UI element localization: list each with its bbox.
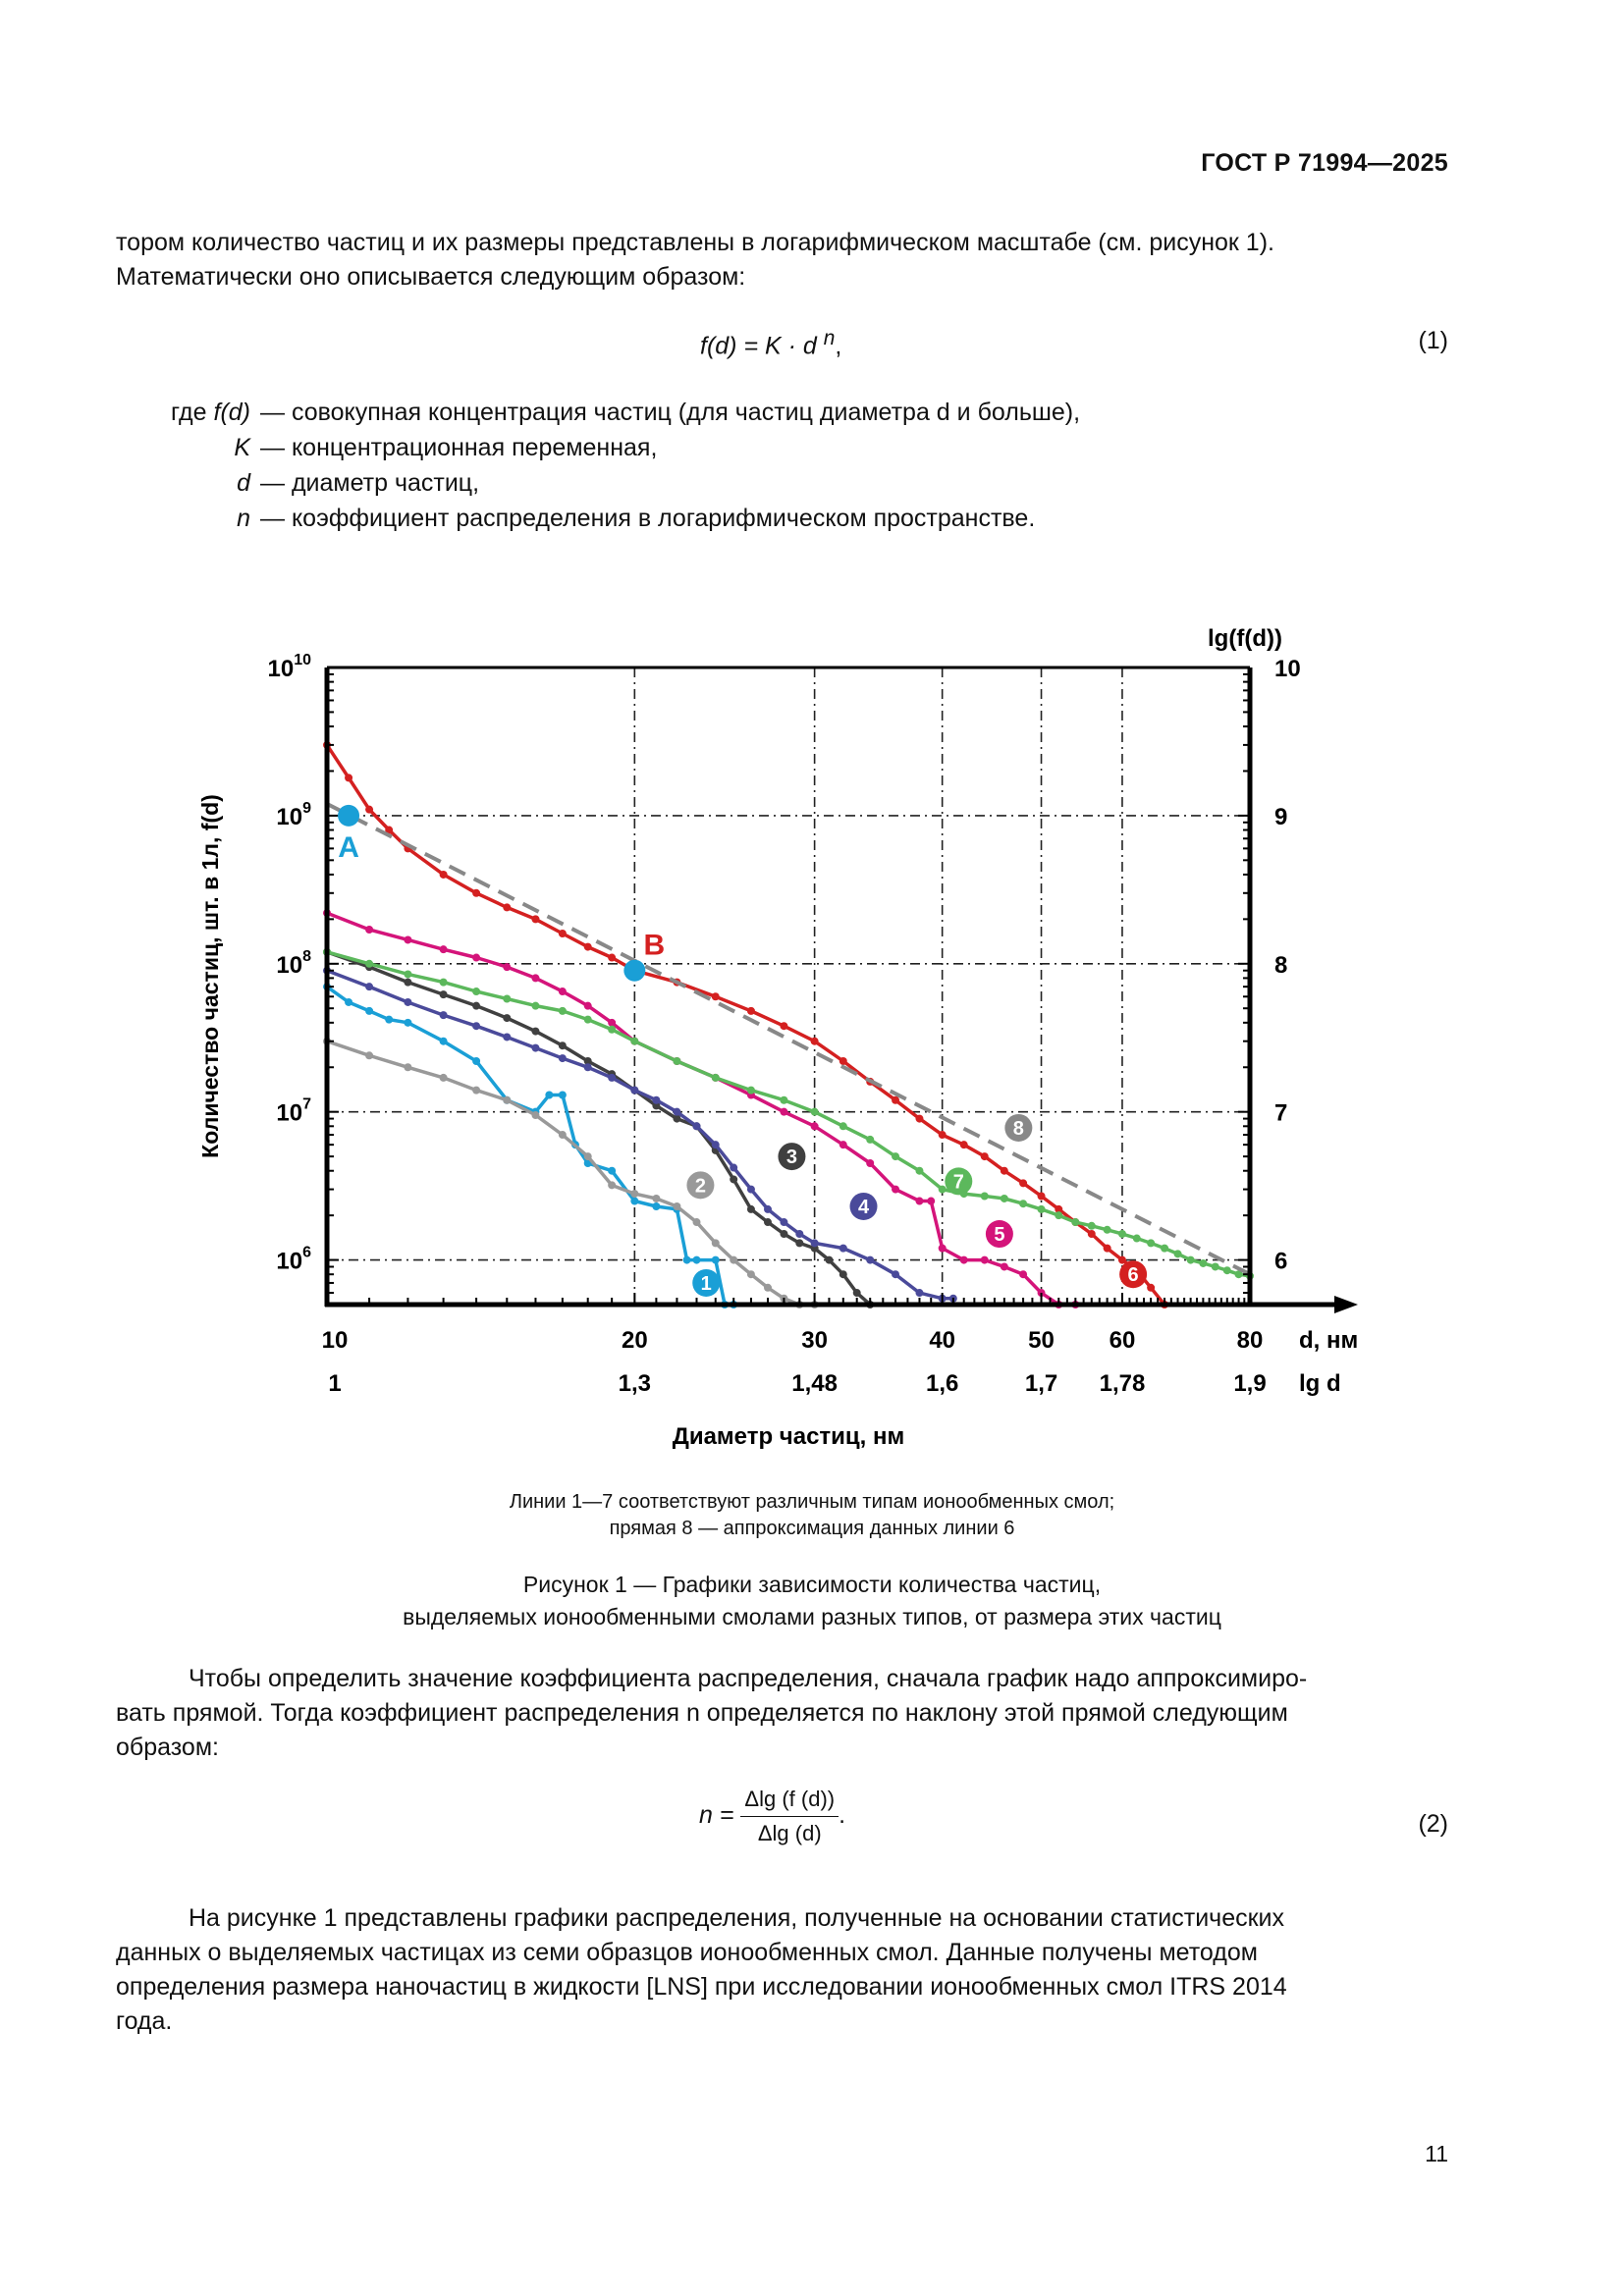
series-point-7 bbox=[1212, 1262, 1219, 1270]
series-point-3 bbox=[825, 1256, 833, 1264]
series-point-3 bbox=[839, 1270, 847, 1278]
formula-2-tail: . bbox=[839, 1801, 846, 1830]
series-point-4 bbox=[915, 1289, 923, 1297]
series-point-7 bbox=[866, 1136, 874, 1144]
y-tick-label: $10^7$ bbox=[276, 1095, 311, 1127]
series-line-5 bbox=[327, 913, 1075, 1305]
series-point-6 bbox=[839, 1057, 847, 1065]
series-point-4 bbox=[630, 1087, 638, 1095]
y-tick-label: $10^{10}$ bbox=[267, 652, 311, 682]
series-point-7 bbox=[1001, 1195, 1008, 1202]
where-row bbox=[121, 430, 1397, 465]
series-point-6 bbox=[939, 1131, 947, 1139]
series-point-4 bbox=[764, 1205, 772, 1213]
series-point-6 bbox=[1118, 1256, 1126, 1264]
chart-grid bbox=[327, 667, 1250, 1305]
series-point-6 bbox=[1104, 1245, 1111, 1253]
x-lg-tick-label: 1 bbox=[328, 1370, 342, 1397]
series-point-3 bbox=[503, 1014, 511, 1022]
point-label: B bbox=[643, 929, 666, 962]
series-point-6 bbox=[892, 1096, 899, 1104]
series-point-6 bbox=[559, 930, 567, 937]
x-axis-arrow bbox=[1334, 1296, 1358, 1313]
series-point-5 bbox=[866, 1159, 874, 1167]
series-point-6 bbox=[440, 871, 448, 879]
series-line-2 bbox=[327, 1041, 815, 1305]
series-point-2 bbox=[472, 1087, 480, 1095]
series-point-2 bbox=[630, 1190, 638, 1198]
series-point-1 bbox=[683, 1256, 691, 1264]
paragraph-3-line-2: данных о выделяемых частицах из семи образцов ионообменных смол. Данные получены методом bbox=[116, 1939, 1258, 1966]
where-symbol: f(d) bbox=[213, 399, 250, 426]
series-point-6 bbox=[608, 954, 616, 962]
series-point-7 bbox=[1118, 1230, 1126, 1238]
formula-1-exponent: n bbox=[823, 327, 836, 349]
series-label: 4 bbox=[857, 1196, 870, 1218]
series-line-6 bbox=[327, 745, 1164, 1305]
series-point-1 bbox=[365, 1007, 373, 1015]
series-point-5 bbox=[531, 974, 539, 982]
figure-note-line-2: прямая 8 — аппроксимация данных линии 6 bbox=[609, 1518, 1015, 1539]
where-symbol: n bbox=[237, 505, 250, 532]
figure-title bbox=[0, 1569, 1624, 1633]
series-point-2 bbox=[608, 1181, 616, 1189]
series-point-7 bbox=[1133, 1235, 1141, 1243]
series-point-7 bbox=[584, 1016, 592, 1024]
series-point-7 bbox=[747, 1087, 755, 1095]
x-lg-tick-label: 1,78 bbox=[1099, 1370, 1146, 1397]
series-point-3 bbox=[531, 1028, 539, 1036]
series-point-7 bbox=[780, 1096, 787, 1104]
series-point-7 bbox=[503, 994, 511, 1002]
figure-note-line-1: Линии 1—7 соответствуют различным типам ионообменных смол; bbox=[509, 1491, 1115, 1513]
series-point-4 bbox=[559, 1054, 567, 1062]
series-point-5 bbox=[608, 1019, 616, 1027]
series-point-2 bbox=[673, 1202, 680, 1210]
series-point-2 bbox=[365, 1051, 373, 1059]
where-text: — диаметр частиц, bbox=[260, 469, 480, 497]
series-label: 8 bbox=[1012, 1117, 1024, 1140]
x-tick-label: 60 bbox=[1109, 1327, 1136, 1354]
series-point-2 bbox=[764, 1284, 772, 1292]
series-label: 1 bbox=[700, 1272, 712, 1295]
formula-2-fraction bbox=[740, 1787, 839, 1846]
series-point-7 bbox=[1223, 1266, 1231, 1274]
y-axis-title: Количество частиц, шт. в 1л, f(d) bbox=[197, 794, 223, 1158]
formula-2-numerator: Δlg (f (d)) bbox=[740, 1787, 839, 1817]
x-lg-tick-label: 1,3 bbox=[618, 1370, 652, 1397]
series-point-5 bbox=[503, 963, 511, 971]
series-point-4 bbox=[712, 1141, 720, 1148]
series-point-7 bbox=[559, 1007, 567, 1015]
series-point-7 bbox=[1019, 1200, 1027, 1207]
series-point-5 bbox=[839, 1141, 847, 1148]
series-point-6 bbox=[365, 806, 373, 814]
x-tick-label: 30 bbox=[801, 1327, 828, 1354]
series-point-7 bbox=[472, 988, 480, 995]
series-point-7 bbox=[630, 1038, 638, 1045]
x-lg-tick-label: 1,9 bbox=[1233, 1370, 1267, 1397]
series-point-4 bbox=[747, 1186, 755, 1194]
series-point-5 bbox=[960, 1256, 968, 1264]
series-point-4 bbox=[780, 1218, 787, 1226]
series-point-5 bbox=[892, 1186, 899, 1194]
x-tick-label: 50 bbox=[1028, 1327, 1055, 1354]
series-point-7 bbox=[1088, 1222, 1096, 1230]
series-point-5 bbox=[1001, 1262, 1008, 1270]
series-point-2 bbox=[404, 1063, 411, 1071]
series-point-6 bbox=[345, 774, 352, 781]
series-point-7 bbox=[811, 1108, 819, 1116]
series-label: 3 bbox=[785, 1147, 797, 1169]
series-point-6 bbox=[503, 903, 511, 911]
where-row bbox=[121, 501, 1397, 536]
series-point-6 bbox=[584, 943, 592, 951]
x-tick-label: 80 bbox=[1236, 1327, 1264, 1354]
series-point-4 bbox=[404, 998, 411, 1006]
where-text: — совокупная концентрация частиц (для частиц диаметра d и больше), bbox=[260, 399, 1081, 426]
y-tick-label: $10^9$ bbox=[276, 799, 311, 830]
series-point-7 bbox=[915, 1167, 923, 1175]
series-line-8 bbox=[327, 804, 1250, 1274]
series-point-4 bbox=[652, 1096, 660, 1104]
series-point-7 bbox=[1071, 1218, 1079, 1226]
series-point-3 bbox=[440, 990, 448, 998]
series-label: 5 bbox=[994, 1224, 1005, 1247]
where-list bbox=[121, 395, 1397, 536]
x-tick-label: 40 bbox=[929, 1327, 956, 1354]
series-point-3 bbox=[559, 1041, 567, 1049]
x-tick-label: 20 bbox=[621, 1327, 648, 1354]
series-point-4 bbox=[531, 1044, 539, 1052]
series-point-7 bbox=[892, 1152, 899, 1160]
series-point-7 bbox=[1161, 1245, 1168, 1253]
series-point-4 bbox=[811, 1239, 819, 1247]
distribution-chart bbox=[0, 589, 1624, 1472]
x-lg-tick-label: 1,48 bbox=[791, 1370, 838, 1397]
series-point-6 bbox=[811, 1038, 819, 1045]
series-point-7 bbox=[531, 1002, 539, 1010]
series-point-2 bbox=[584, 1152, 592, 1160]
series-point-5 bbox=[780, 1108, 787, 1116]
series-point-6 bbox=[531, 915, 539, 923]
series-point-2 bbox=[693, 1218, 701, 1226]
series-point-7 bbox=[1104, 1226, 1111, 1234]
y-right-tick-label: 6 bbox=[1274, 1248, 1288, 1275]
series-point-5 bbox=[939, 1245, 947, 1253]
intro-line-2: Математически оно описывается следующим образом: bbox=[116, 263, 746, 291]
series-point-5 bbox=[440, 945, 448, 953]
series-point-1 bbox=[545, 1091, 553, 1098]
series-point-4 bbox=[730, 1164, 737, 1172]
paragraph-2-line-1: Чтобы определить значение коэффициента распределения, сначала график надо аппроксимиро- bbox=[189, 1665, 1308, 1692]
x-tick-label: 10 bbox=[321, 1327, 349, 1354]
series-point-3 bbox=[472, 1002, 480, 1010]
series-point-4 bbox=[795, 1230, 803, 1238]
series-point-4 bbox=[839, 1245, 847, 1253]
series-point-1 bbox=[559, 1091, 567, 1098]
series-point-3 bbox=[780, 1230, 787, 1238]
series-point-2 bbox=[652, 1195, 660, 1202]
series-point-7 bbox=[712, 1074, 720, 1082]
series-line-1 bbox=[327, 987, 733, 1305]
formula-1-tail: , bbox=[835, 332, 842, 360]
series-point-1 bbox=[608, 1167, 616, 1175]
formula-1 bbox=[700, 327, 841, 360]
paragraph-3-line-3: определения размера наночастиц в жидкости [LNS] при исследовании ионообменных смол ITRS 2014 bbox=[116, 1973, 1287, 2001]
series-point-1 bbox=[404, 1019, 411, 1027]
y-tick-label: $10^8$ bbox=[276, 947, 311, 979]
series-point-6 bbox=[780, 1022, 787, 1030]
series-point-7 bbox=[440, 979, 448, 987]
y-right-tick-label: 10 bbox=[1274, 656, 1301, 682]
series-point-4 bbox=[584, 1063, 592, 1071]
intro-line-1: тором количество частиц и их размеры представлены в логарифмическом масштабе (см. рисунок 1). bbox=[116, 229, 1274, 256]
where-prefix: где bbox=[171, 399, 207, 426]
series-point-1 bbox=[712, 1256, 720, 1264]
series-label: 7 bbox=[952, 1171, 964, 1194]
document-id: ГОСТ Р 71994—2025 bbox=[1201, 149, 1448, 177]
where-text: — коэффициент распределения в логарифмическом пространстве. bbox=[260, 505, 1036, 532]
series-point-5 bbox=[811, 1122, 819, 1130]
series-point-6 bbox=[1019, 1179, 1027, 1187]
series-point-3 bbox=[853, 1289, 861, 1297]
series-point-7 bbox=[1147, 1239, 1155, 1247]
series-point-3 bbox=[795, 1239, 803, 1247]
y-right-axis-title: lg(f(d)) bbox=[1208, 625, 1282, 652]
paragraph-3 bbox=[116, 1901, 1447, 2039]
x-axis-title: Диаметр частиц, нм bbox=[672, 1423, 905, 1450]
series-point-7 bbox=[939, 1186, 947, 1194]
x-lg-label: lg d bbox=[1299, 1370, 1341, 1397]
chart-axes bbox=[197, 625, 1358, 1450]
series-point-4 bbox=[472, 1022, 480, 1030]
series-point-4 bbox=[693, 1122, 701, 1130]
figure-note bbox=[0, 1489, 1624, 1542]
series-point-4 bbox=[503, 1033, 511, 1041]
series-point-6 bbox=[1147, 1284, 1155, 1292]
series-point-1 bbox=[440, 1038, 448, 1045]
series-point-3 bbox=[404, 979, 411, 987]
series-point-2 bbox=[747, 1270, 755, 1278]
series-point-4 bbox=[673, 1108, 680, 1116]
series-point-2 bbox=[559, 1131, 567, 1139]
x-lg-tick-label: 1,7 bbox=[1024, 1370, 1058, 1397]
series-point-5 bbox=[559, 988, 567, 995]
series-point-5 bbox=[472, 954, 480, 962]
paragraph-2-line-2: вать прямой. Тогда коэффициент распределения n определяется по наклону этой прямой следующим bbox=[116, 1699, 1288, 1727]
where-row bbox=[121, 395, 1397, 430]
series-point-5 bbox=[365, 926, 373, 934]
series-point-2 bbox=[503, 1096, 511, 1104]
point-marker bbox=[338, 805, 359, 827]
chart-series bbox=[323, 741, 1254, 1308]
series-point-5 bbox=[404, 935, 411, 943]
series-point-2 bbox=[531, 1111, 539, 1119]
series-point-7 bbox=[839, 1122, 847, 1130]
figure-title-line-2: выделяемых ионообменными смолами разных типов, от размера этих частиц bbox=[403, 1604, 1221, 1629]
series-point-6 bbox=[960, 1141, 968, 1148]
series-point-3 bbox=[730, 1175, 737, 1183]
where-text: — концентрационная переменная, bbox=[260, 434, 658, 461]
figure-title-line-1: Рисунок 1 — Графики зависимости количества частиц, bbox=[522, 1572, 1102, 1597]
y-right-tick-label: 8 bbox=[1274, 951, 1288, 979]
series-label: 2 bbox=[694, 1175, 706, 1198]
series-point-4 bbox=[440, 1011, 448, 1019]
x-unit-label: d, нм bbox=[1299, 1327, 1359, 1354]
series-point-7 bbox=[981, 1192, 989, 1200]
series-point-7 bbox=[365, 960, 373, 968]
where-symbol: d bbox=[237, 469, 250, 497]
series-point-1 bbox=[385, 1016, 393, 1024]
series-point-5 bbox=[915, 1198, 923, 1205]
series-point-6 bbox=[915, 1115, 923, 1123]
series-point-4 bbox=[365, 983, 373, 990]
series-point-4 bbox=[866, 1256, 874, 1264]
series-point-7 bbox=[1055, 1211, 1062, 1219]
series-point-4 bbox=[892, 1270, 899, 1278]
formula-2-lhs: n = bbox=[699, 1801, 734, 1830]
series-point-1 bbox=[345, 998, 352, 1006]
series-point-5 bbox=[584, 1002, 592, 1010]
y-tick-label: $10^6$ bbox=[276, 1244, 311, 1275]
page-number: 11 bbox=[1425, 2141, 1448, 2166]
intro-paragraph bbox=[116, 226, 1447, 294]
y-right-tick-label: 7 bbox=[1274, 1099, 1288, 1127]
formula-2-number: (2) bbox=[1418, 1810, 1448, 1838]
series-point-6 bbox=[1038, 1192, 1046, 1200]
series-point-6 bbox=[1001, 1167, 1008, 1175]
series-point-6 bbox=[472, 889, 480, 897]
x-lg-tick-label: 1,6 bbox=[925, 1370, 959, 1397]
paragraph-3-line-4: года. bbox=[116, 2007, 173, 2035]
series-point-6 bbox=[747, 1007, 755, 1015]
series-point-1 bbox=[472, 1057, 480, 1065]
series-point-7 bbox=[1187, 1256, 1195, 1264]
formula-2-denominator: Δlg (d) bbox=[757, 1821, 822, 1845]
series-point-6 bbox=[981, 1152, 989, 1160]
formula-1-lhs: f(d) = K · d bbox=[700, 332, 824, 360]
series-point-2 bbox=[712, 1239, 720, 1247]
where-symbol: K bbox=[234, 434, 250, 461]
formula-2 bbox=[699, 1787, 845, 1846]
y-right-tick-label: 9 bbox=[1274, 803, 1288, 830]
paragraph-3-line-1: На рисунке 1 представлены графики распределения, полученные на основании статистических bbox=[189, 1904, 1285, 1932]
series-point-6 bbox=[1088, 1230, 1096, 1238]
series-point-3 bbox=[747, 1205, 755, 1213]
series-point-1 bbox=[652, 1202, 660, 1210]
paragraph-2-line-3: образом: bbox=[116, 1734, 219, 1761]
series-point-7 bbox=[1174, 1250, 1182, 1257]
point-marker bbox=[623, 960, 645, 982]
paragraph-2 bbox=[116, 1662, 1447, 1765]
series-point-7 bbox=[673, 1057, 680, 1065]
point-label: A bbox=[338, 830, 359, 864]
series-point-1 bbox=[693, 1256, 701, 1264]
series-point-5 bbox=[1019, 1270, 1027, 1278]
series-point-5 bbox=[927, 1198, 935, 1205]
where-row bbox=[121, 465, 1397, 501]
series-point-6 bbox=[712, 992, 720, 1000]
formula-1-number: (1) bbox=[1418, 327, 1448, 354]
series-point-2 bbox=[730, 1256, 737, 1264]
series-point-7 bbox=[1199, 1259, 1207, 1267]
series-point-7 bbox=[1038, 1205, 1046, 1213]
series-point-1 bbox=[630, 1198, 638, 1205]
series-point-3 bbox=[764, 1218, 772, 1226]
series-point-7 bbox=[404, 970, 411, 978]
series-point-4 bbox=[608, 1074, 616, 1082]
series-label: 6 bbox=[1127, 1264, 1139, 1287]
series-point-5 bbox=[981, 1256, 989, 1264]
series-point-2 bbox=[440, 1074, 448, 1082]
series-point-7 bbox=[608, 1026, 616, 1034]
